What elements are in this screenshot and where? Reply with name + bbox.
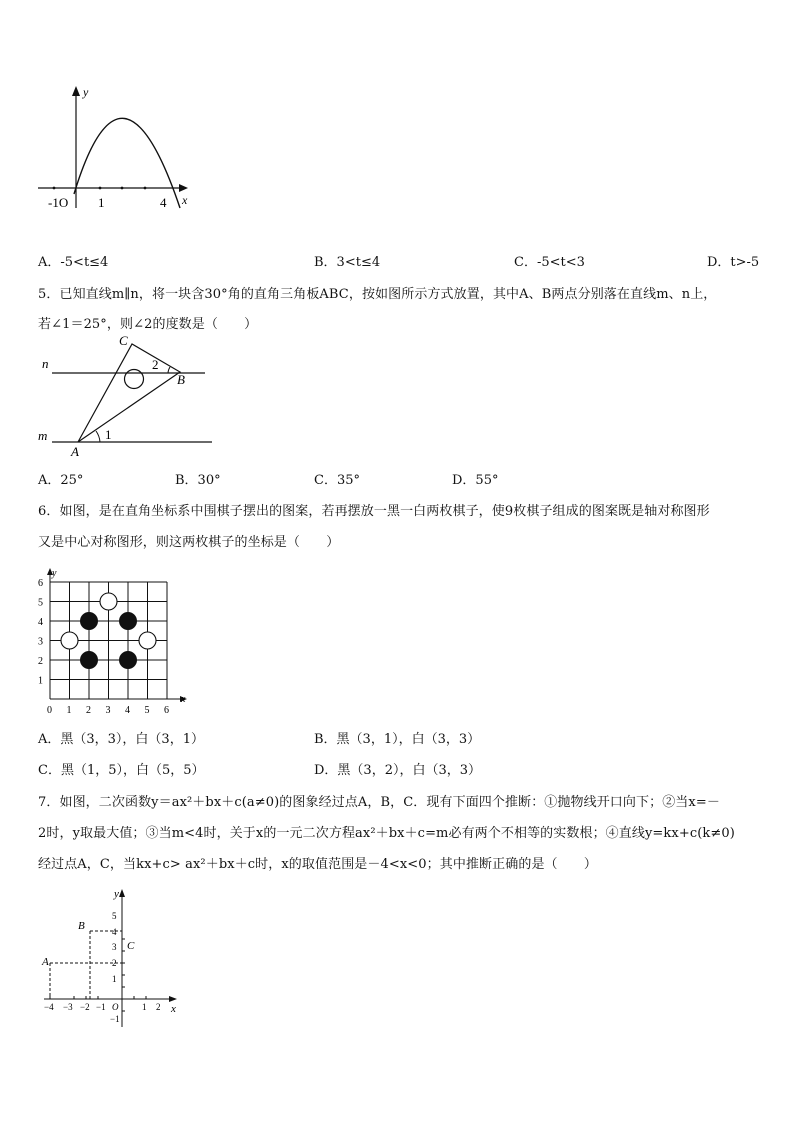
label-c: C xyxy=(119,333,128,348)
label-angle-2: 2 xyxy=(152,357,159,372)
x-tick-neg3: −3 xyxy=(63,1002,73,1012)
q4-option-b[interactable]: B．3<t≤4 xyxy=(314,255,381,270)
q6-option-c[interactable]: C．黑（1，5），白（5，5） xyxy=(38,763,205,778)
tick-label-1: 1 xyxy=(98,195,105,210)
y-tick-4: 4 xyxy=(112,927,117,937)
x-tick-2: 2 xyxy=(156,1002,161,1012)
x-tick-neg2: −2 xyxy=(80,1002,90,1012)
q7-text-line-2: 2时，y取最大值；③当m<4时，关于x的一元二次方程ax²＋bx＋c=m必有两个不相等的实数根；④直线y=kx+c(k≠0) xyxy=(38,826,735,841)
q4-option-c[interactable]: C．-5<t<3 xyxy=(514,255,585,270)
black-stone xyxy=(120,613,137,630)
white-stone xyxy=(100,593,117,610)
y-tick-neg1: −1 xyxy=(110,1014,120,1024)
x-tick-1: 1 xyxy=(142,1002,147,1012)
white-stone xyxy=(139,632,156,649)
label-angle-1: 1 xyxy=(105,427,112,442)
q4-parabola-graph xyxy=(30,80,200,215)
label-n: n xyxy=(42,356,49,371)
x-axis-arrow xyxy=(179,184,188,192)
q7-coordinate-figure xyxy=(30,885,190,1035)
x-axis-label: x xyxy=(182,193,188,207)
q4-option-d[interactable]: D．t>-5 xyxy=(707,255,760,270)
triangle-hole xyxy=(125,370,144,389)
q5-triangle-figure xyxy=(30,332,220,460)
q4-option-a[interactable]: A．-5<t≤4 xyxy=(38,255,109,270)
point-b-label: B xyxy=(78,920,85,932)
y-axis-label: y xyxy=(83,85,89,99)
y-tick-3: 3 xyxy=(112,942,117,952)
y-tick-label: 6 xyxy=(38,578,43,589)
q7-text-line-3: 经过点A，C，当kx+c> ax²＋bx＋c时，x的取值范围是－4<x<0；其中推断正确的是（ ） xyxy=(38,857,597,872)
y-tick-label: 4 xyxy=(38,617,43,628)
q6-text-line-1: 6．如图，是在直角坐标系中围棋子摆出的图案，若再摆放一黑一白两枚棋子，使9枚棋子组成的图案既是轴对称图形 xyxy=(38,504,710,519)
q5-option-a[interactable]: A．25° xyxy=(38,473,84,488)
x-tick-label: 5 xyxy=(144,705,150,716)
q6-option-a[interactable]: A．黑（3，3），白（3，1） xyxy=(38,732,204,747)
y-axis-label: y xyxy=(114,888,119,900)
q6-option-d[interactable]: D．黑（3，2），白（3，3） xyxy=(314,763,482,778)
x-axis-label: x xyxy=(171,1003,176,1015)
y-axis-arrow xyxy=(119,889,125,897)
label-m: m xyxy=(38,428,48,443)
y-tick-label: 3 xyxy=(38,636,43,648)
y-axis-arrow xyxy=(72,86,80,96)
x-tick-label: 4 xyxy=(125,705,130,716)
x-tick-label: 3 xyxy=(105,705,111,716)
angle-2-arc xyxy=(168,367,170,373)
x-tick-neg4: −4 xyxy=(44,1002,54,1012)
q5-option-b[interactable]: B．30° xyxy=(175,473,221,488)
black-stone xyxy=(81,613,98,630)
y-tick-2: 2 xyxy=(112,958,117,968)
white-stone xyxy=(61,632,78,649)
black-stone xyxy=(120,652,137,669)
y-tick-1: 1 xyxy=(112,974,117,984)
x-tick-label: 0 xyxy=(47,705,52,716)
q6-option-b[interactable]: B．黑（3，1），白（3，3） xyxy=(314,732,481,747)
angle-1-arc xyxy=(96,431,100,442)
y-tick-5: 5 xyxy=(112,911,117,921)
x-tick-origin: O xyxy=(112,1002,119,1012)
tick-label-4: 4 xyxy=(160,195,167,210)
y-tick-label: 5 xyxy=(38,597,43,609)
x-tick-label: 1 xyxy=(66,705,72,716)
q5-text-line-2: 若∠1＝25°，则∠2的度数是（ ） xyxy=(38,317,258,332)
origin-label: -1O xyxy=(48,195,69,210)
x-tick-label: 6 xyxy=(164,705,169,716)
x-axis-label: x xyxy=(181,694,186,705)
black-stone xyxy=(81,652,98,669)
q5-text-line-1: 5．已知直线m∥n，将一块含30°角的直角三角板ABC，按如图所示方式放置，其中A、B两点分别落在直线m、n上， xyxy=(38,287,717,302)
q5-option-d[interactable]: D．55° xyxy=(452,473,499,488)
x-axis-arrow xyxy=(169,996,177,1002)
label-b: B xyxy=(177,372,185,387)
y-tick-label: 2 xyxy=(38,656,43,667)
q6-go-board-grid xyxy=(30,565,200,720)
point-a-label: A xyxy=(42,956,49,968)
q7-text-line-1: 7．如图，二次函数y＝ax²＋bx＋c(a≠0)的图象经过点A，B，C．现有下面四个推断：①抛物线开口向下；②当x=－ xyxy=(38,795,720,810)
triangle-abc xyxy=(78,344,180,442)
x-tick-label: 2 xyxy=(86,705,91,716)
q5-option-c[interactable]: C．35° xyxy=(314,473,360,488)
q6-text-line-2: 又是中心对称图形，则这两枚棋子的坐标是（ ） xyxy=(38,535,340,550)
label-a: A xyxy=(71,444,79,459)
y-axis-label: y xyxy=(52,568,57,579)
point-c-label: C xyxy=(127,940,135,952)
y-tick-label: 1 xyxy=(38,675,43,687)
x-tick-neg1: −1 xyxy=(96,1002,106,1012)
